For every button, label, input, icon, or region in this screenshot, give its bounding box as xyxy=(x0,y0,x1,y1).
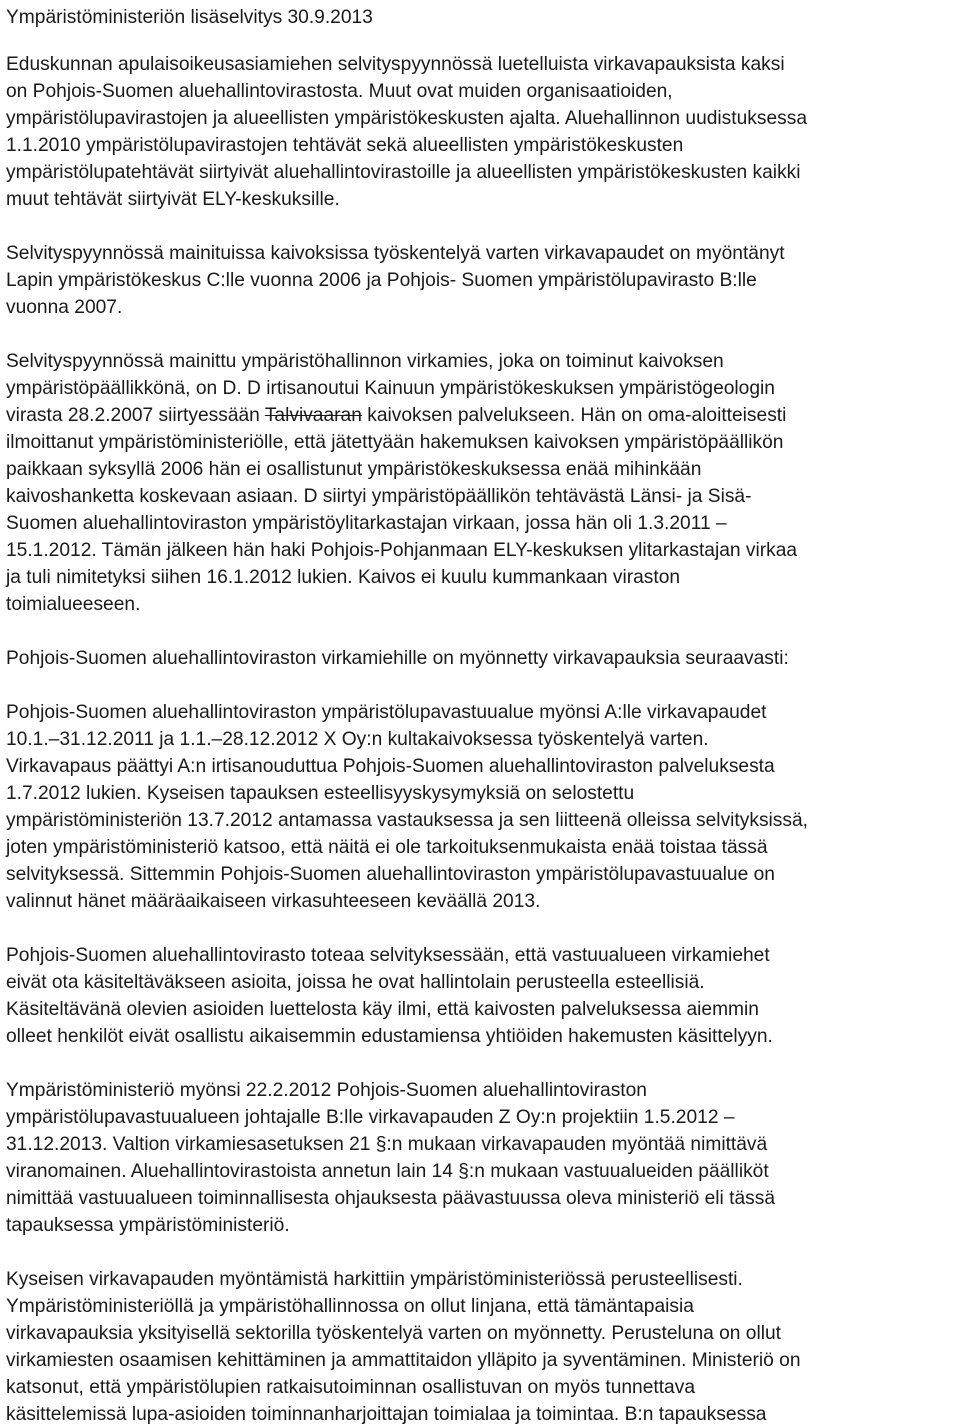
document-header: Ympäristöministeriön lisäselvitys 30.9.2013 xyxy=(6,7,373,28)
text-line: Pohjois-Suomen aluehallintovirasto toteaa selvityksessään, että vastuualueen virkamiehet xyxy=(6,945,770,966)
text-line: Käsiteltävänä olevien asioiden luettelosta käy ilmi, että kaivosten palveluksessa aiemmin xyxy=(6,999,759,1020)
text-line: eivät ota käsiteltäväkseen asioita, joissa he ovat hallintolain perusteella esteellisiä. xyxy=(6,972,705,993)
text-segment: virasta 28.2.2007 siirtyessään xyxy=(6,405,265,426)
text-line: Pohjois-Suomen aluehallintoviraston virkamiehille on myönnetty virkavapauksia seuraavasti: xyxy=(6,648,789,669)
text-line: valinnut hänet määräaikaiseen virkasuhteeseen keväällä 2013. xyxy=(6,891,541,912)
struck-text: Talvivaaran xyxy=(264,405,362,426)
text-line: ympäristöministeriön 13.7.2012 antamassa vastauksessa ja sen liitteenä olleissa selvityksissä, xyxy=(6,810,808,831)
text-line: 15.1.2012. Tämän jälkeen hän haki Pohjois-Pohjanmaan ELY-keskuksen ylitarkastajan virkaa xyxy=(6,540,798,561)
text-line: toimialueeseen. xyxy=(6,594,141,615)
text-line: olleet henkilöt eivät osallistu aikaisemmin edustamiensa yhtiöiden hakemusten käsittelyyn. xyxy=(6,1026,773,1047)
text-line: nimittää vastuualueen toiminnallisesta ohjauksesta päävastuussa oleva ministeriö eli tässä xyxy=(6,1188,775,1209)
paragraph-7 xyxy=(6,1077,954,1239)
text-line: 1.1.2010 ympäristölupavirastojen tehtävät sekä alueellisten ympäristökeskusten xyxy=(6,135,684,156)
text-line: Kyseisen virkavapauden myöntämistä harkittiin ympäristöministeriössä perusteellisesti. xyxy=(6,1269,743,1290)
text-line: joten ympäristöministeriö katsoo, että näitä ei ole tarkoituksenmukaista enää toistaa tässä xyxy=(6,837,768,858)
paragraph-5 xyxy=(6,699,954,915)
text-line: Lapin ympäristökeskus C:lle vuonna 2006 ja Pohjois- Suomen ympäristölupavirasto B:lle xyxy=(6,270,757,291)
text-line: viranomainen. Aluehallintovirastoista annetun lain 14 §:n mukaan vastuualueiden päälliköt xyxy=(6,1161,769,1182)
text-line: ilmoittanut ympäristöministeriölle, että jätettyään hakemuksen kaivoksen ympäristöpäällikön xyxy=(6,432,784,453)
text-line: virkamiesten osaamisen kehittäminen ja ammattitaidon ylläpito ja syventäminen. Ministeriö on xyxy=(6,1350,801,1371)
text-line: Ympäristöministeriöllä ja ympäristöhallinnossa on ollut linjana, että tämäntapaisia xyxy=(6,1296,694,1317)
text-line: käsittelemissä lupa-asioiden toiminnanharjoittajan toimialaa ja toimintaa. B:n tapauksessa xyxy=(6,1404,767,1425)
text-line: ympäristölupavirastojen ja alueellisten ympäristökeskusten ajalta. Aluehallinnon uudistuksessa xyxy=(6,108,807,129)
text-line: kaivoshanketta koskevaan asiaan. D siirtyi ympäristöpäällikön tehtävästä Länsi- ja Sisä- xyxy=(6,486,752,507)
header-spacer xyxy=(6,31,954,51)
text-line: ja tuli nimitetyksi siihen 16.1.2012 lukien. Kaivos ei kuulu kummankaan viraston xyxy=(6,567,681,588)
text-line: Ympäristöministeriö myönsi 22.2.2012 Pohjois-Suomen aluehallintoviraston xyxy=(6,1080,647,1101)
text-line: Eduskunnan apulaisoikeusasiamiehen selvityspyynnössä luetelluista virkavapauksista kaksi xyxy=(6,54,785,75)
text-line: virkavapauksia yksityisellä sektorilla työskentelyä varten on myönnetty. Perusteluna on ollut xyxy=(6,1323,781,1344)
paragraph-4 xyxy=(6,645,954,672)
text-line: 10.1.–31.12.2011 ja 1.1.–28.12.2012 X Oy:n kultakaivoksessa työskentelyä varten. xyxy=(6,729,709,750)
paragraph-8 xyxy=(6,1266,954,1428)
text-line: vuonna 2007. xyxy=(6,297,123,318)
paragraph-3 xyxy=(6,348,954,618)
text-line: Selvityspyynnössä mainituissa kaivoksissa työskentelyä varten virkavapaudet on myöntänyt xyxy=(6,243,785,264)
text-line: katsonut, että ympäristölupien ratkaisutoiminnan osallistuvan on myös tunnettava xyxy=(6,1377,695,1398)
text-line-with-strikethrough xyxy=(6,402,954,429)
text-line: ympäristöpäällikkönä, on D. D irtisanoutui Kainuun ympäristökeskuksen ympäristögeologin xyxy=(6,378,775,399)
paragraph-2 xyxy=(6,240,954,321)
text-line: ympäristölupavastuualueen johtajalle B:lle virkavapauden Z Oy:n projektiin 1.5.2012 – xyxy=(6,1107,735,1128)
text-line: Suomen aluehallintoviraston ympäristöylitarkastajan virkaan, jossa hän oli 1.3.2011 – xyxy=(6,513,727,534)
text-line: Virkavapaus päättyi A:n irtisanouduttua Pohjois-Suomen aluehallintoviraston palveluksesta xyxy=(6,756,775,777)
text-line: ympäristölupatehtävät siirtyivät aluehallintovirastoille ja alueellisten ympäristökeskusten kaikki xyxy=(6,162,801,183)
text-line: on Pohjois-Suomen aluehallintovirastosta. Muut ovat muiden organisaatioiden, xyxy=(6,81,673,102)
text-line: paikkaan syksyllä 2006 hän ei osallistunut ympäristökeskuksessa enää mihinkään xyxy=(6,459,702,480)
text-segment: kaivoksen palvelukseen. Hän on oma-aloitteisesti xyxy=(361,405,787,426)
text-line: muut tehtävät siirtyivät ELY-keskuksille. xyxy=(6,189,340,210)
text-line: 31.12.2013. Valtion virkamiesasetuksen 21 §:n mukaan virkavapauden myöntää nimittävä xyxy=(6,1134,768,1155)
paragraph-1 xyxy=(6,51,954,213)
text-line: 1.7.2012 lukien. Kyseisen tapauksen esteellisyyskysymyksiä on selostettu xyxy=(6,783,635,804)
paragraph-6 xyxy=(6,942,954,1050)
text-line: Selvityspyynnössä mainittu ympäristöhallinnon virkamies, joka on toiminut kaivoksen xyxy=(6,351,724,372)
text-line: selvityksessä. Sittemmin Pohjois-Suomen aluehallintoviraston ympäristölupavastuualue on xyxy=(6,864,775,885)
text-line: tapauksessa ympäristöministeriö. xyxy=(6,1215,290,1236)
text-line: Pohjois-Suomen aluehallintoviraston ympäristölupavastuualue myönsi A:lle virkavapaudet xyxy=(6,702,767,723)
